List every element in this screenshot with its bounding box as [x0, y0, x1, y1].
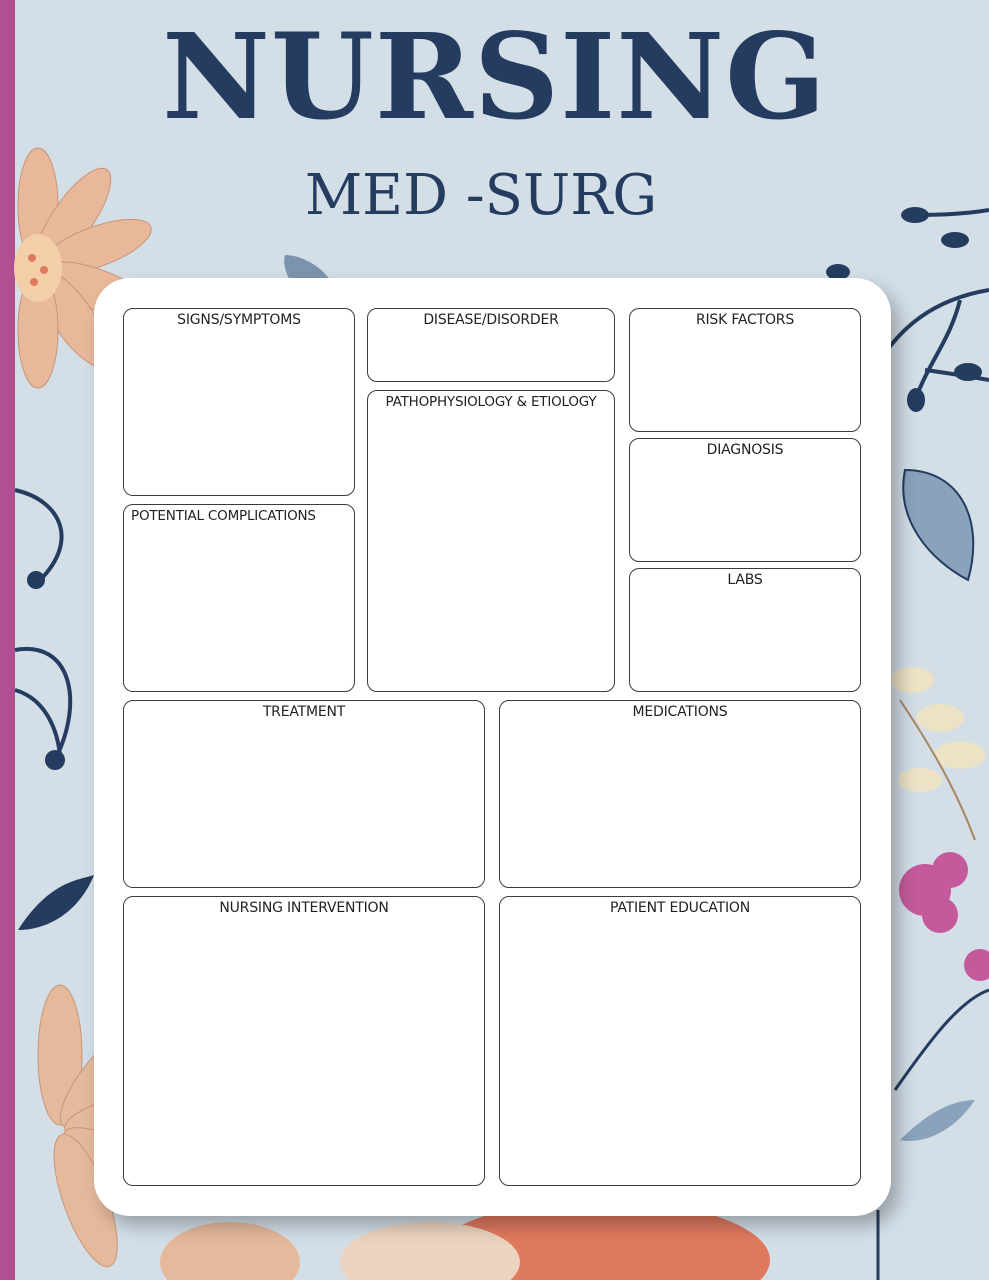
cover-title: NURSING — [162, 7, 827, 146]
disease-disorder-label: DISEASE/DISORDER — [423, 312, 559, 328]
signs-symptoms-box[interactable] — [123, 308, 355, 496]
risk-factors-box[interactable] — [629, 308, 861, 432]
pathophysiology-label: PATHOPHYSIOLOGY & ETIOLOGY — [385, 394, 597, 410]
nursing-intervention-label: NURSING INTERVENTION — [219, 900, 389, 916]
potential-complications-label: POTENTIAL COMPLICATIONS — [131, 508, 316, 524]
labs-label: LABS — [727, 572, 763, 588]
nursing-intervention-box[interactable] — [123, 896, 485, 1186]
blue-leaf-right — [903, 470, 973, 580]
signs-symptoms-label: SIGNS/SYMPTOMS — [177, 312, 301, 328]
cover-subtitle: MED -SURG — [304, 163, 658, 228]
treatment-label: TREATMENT — [262, 704, 346, 720]
pathophysiology-box[interactable] — [367, 390, 615, 692]
worksheet-card — [94, 278, 891, 1216]
medications-label: MEDICATIONS — [632, 704, 728, 720]
diagnosis-box[interactable] — [629, 438, 861, 562]
disease-disorder-box[interactable] — [367, 308, 615, 382]
risk-factors-label: RISK FACTORS — [695, 312, 795, 328]
medications-box[interactable] — [499, 700, 861, 888]
labs-box[interactable] — [629, 568, 861, 692]
patient-education-box[interactable] — [499, 896, 861, 1186]
patient-education-label: PATIENT EDUCATION — [610, 900, 750, 916]
navy-stem-left — [15, 490, 70, 760]
treatment-box[interactable] — [123, 700, 485, 888]
diagnosis-label: DIAGNOSIS — [706, 442, 784, 458]
potential-complications-box[interactable] — [123, 504, 355, 692]
